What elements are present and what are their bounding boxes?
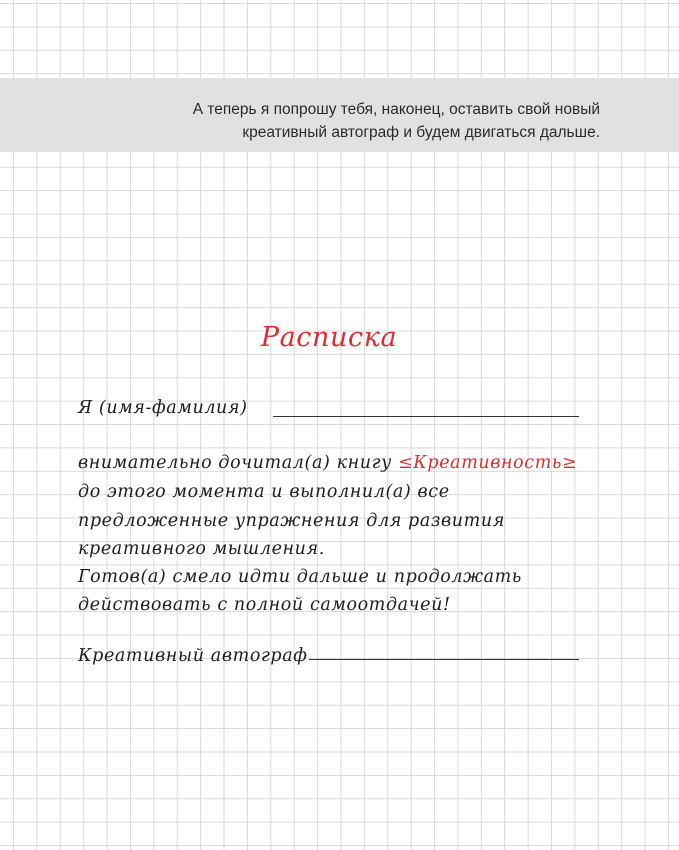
body-line-5: Готов(а) смело идти дальше и продолжать [78, 567, 522, 587]
body-line-4: креативного мышления. [78, 539, 325, 559]
intro-text [80, 98, 600, 144]
autograph-signature-line[interactable] [309, 659, 579, 660]
intro-banner [0, 78, 679, 152]
body-line-1-text: внимательно дочитал(а) книгу [78, 453, 392, 473]
name-signature-line[interactable] [273, 416, 579, 417]
body-line-1 [78, 453, 577, 473]
name-label: Я (имя-фамилия) [78, 398, 248, 418]
intro-line-2: креативный автограф и будем двигаться дальше. [242, 124, 600, 141]
autograph-label: Креативный автограф [78, 646, 308, 666]
body-line-6: действовать с полной самоотдачей! [78, 595, 451, 615]
receipt-title: Расписка [260, 322, 398, 353]
body-line-3: предложенные упражнения для развития [78, 511, 505, 531]
body-line-2: до этого момента и выполнил(а) все [78, 482, 450, 502]
book-title: ≤Креативность≥ [398, 453, 578, 473]
intro-line-1: А теперь я попрошу тебя, наконец, оставить свой новый [192, 101, 600, 118]
